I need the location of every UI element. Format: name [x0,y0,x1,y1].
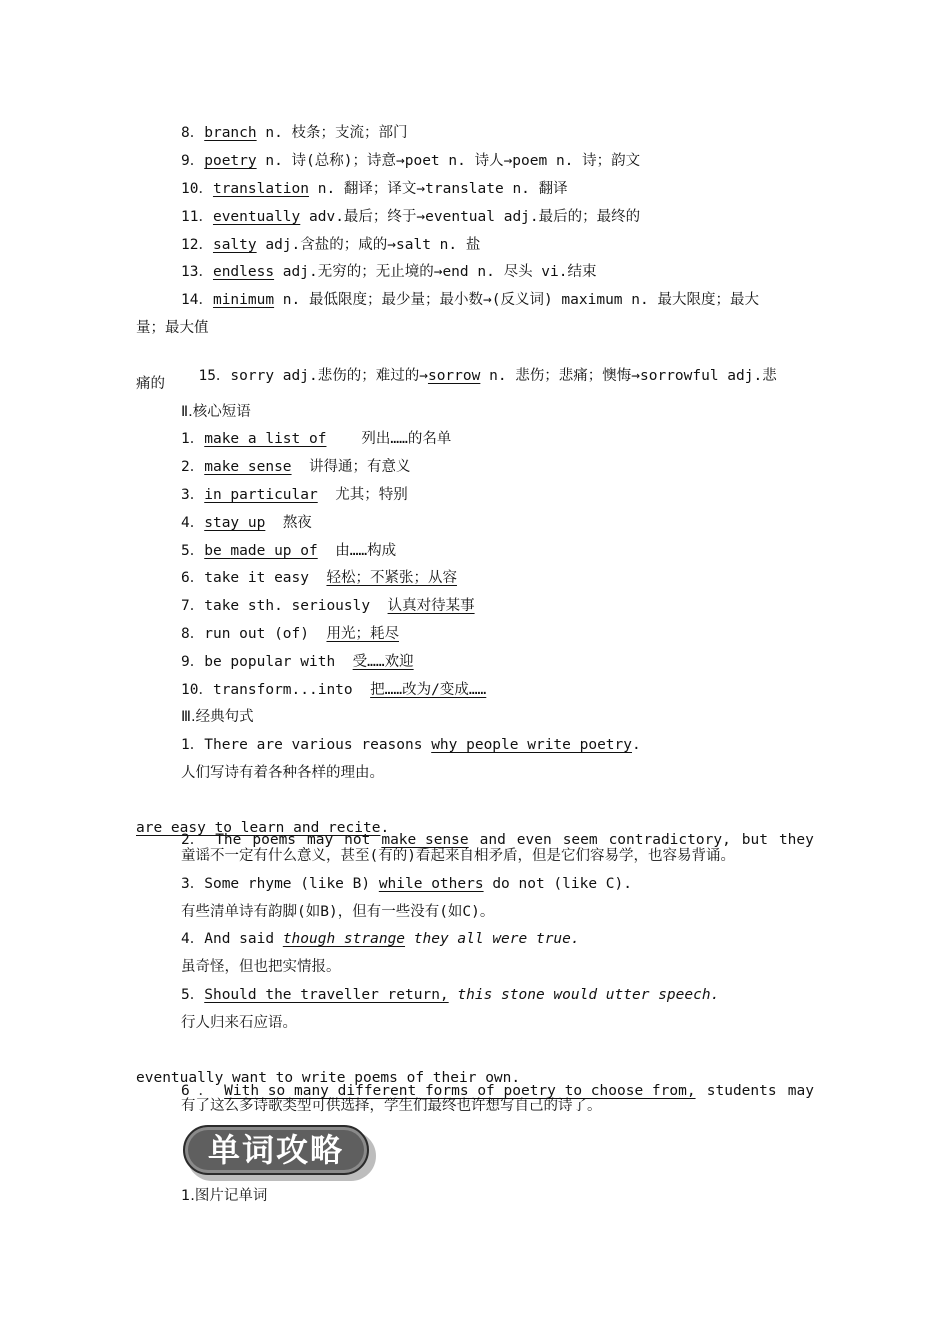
phrase-meaning: 熬夜 [282,515,312,531]
vocab-number: 14． [181,292,213,308]
phrase-english: take it easy [204,570,309,586]
s2-word: even [516,832,552,848]
phrase-item [181,485,950,505]
vocab-item [181,123,950,143]
phrase-english: in particular [204,487,318,503]
sentence-3-translation: 有些清单诗有韵脚(如B)，但有一些没有(如C)。 [181,904,495,920]
phrase-item [181,596,950,616]
s2-word: may [307,832,334,848]
vocab-number: 13． [181,264,213,280]
phrase-item [181,429,950,449]
sentence-2-translation: 童谣不一定有什么意义，甚至(有的)看起来自相矛盾，但是它们容易学，也容易背诵。 [181,848,735,864]
phrase-item [181,624,950,644]
s6-word-students: students [706,1083,777,1099]
s2-word: but [741,832,768,848]
s6-num: 6 ． [181,1083,213,1099]
sentence-1-translation: 人们写诗有着各种各样的理由。 [181,765,384,781]
phrase-item [181,680,950,700]
vocab-word: endless [212,264,275,280]
phrase-item [181,457,950,477]
phrase-number: 6． [181,570,205,586]
phrase-english: make sense [204,459,292,475]
s3-underlined: while others [378,876,484,892]
phrase-number: 2． [181,459,205,475]
s3-pre: 3．Some rhyme (like B) [181,876,379,892]
s2-word: seem [562,832,598,848]
s2-word: make sense [381,832,469,848]
vocab-word: branch [204,125,257,141]
vocab-item [181,179,950,199]
phrase-gap [335,654,352,670]
vocab-word: eventually [212,209,301,225]
s2-word: The [215,832,242,848]
phrase-meaning: 受……欢迎 [352,654,414,670]
vocab-definition: adv.最后；终于→eventual adj.最后的；最终的 [300,209,641,225]
vocab-item [181,207,950,227]
s2-post: . [380,820,390,836]
vocab-15-continuation: 痛的 [136,376,165,392]
phrase-gap [265,515,282,531]
sentence-1 [181,735,950,755]
vocab-word: minimum [212,292,275,308]
section-title-classic-sentences: Ⅲ.经典句式 [181,709,254,725]
phrase-item [181,568,950,588]
vocab-number: 9． [181,153,205,169]
s1-post: . [632,737,641,753]
phrase-english: take sth. seriously [204,598,371,614]
s2-word: poems [252,832,297,848]
sentence-5 [181,985,950,1005]
phrase-meaning: 把……改为/变成…… [370,682,487,698]
sentence-3 [181,874,950,894]
phrase-meaning: 用光；耗尽 [326,626,399,642]
vocab-definition: adj.含盐的；咸的→salt n. 盐 [256,237,481,253]
phrase-english: transform...into [212,682,353,698]
vocab-number: 12． [181,237,213,253]
vocab-word: salty [212,237,257,253]
section-banner [183,1125,378,1183]
sentence-4-translation: 虽奇怪，但也把实情报。 [181,959,341,975]
phrase-number: 9． [181,654,205,670]
phrase-number: 7． [181,598,205,614]
phrase-english: run out (of) [204,626,309,642]
phrase-gap [318,487,335,503]
phrase-meaning: 轻松；不紧张；从容 [326,570,457,586]
vocab-definition: n. 诗(总称)；诗意→poet n. 诗人→poem n. 诗；韵文 [256,153,641,169]
s5-pre: 5． [181,987,205,1003]
vocab-definition: adj.无穷的；无止境的→end n. 尽头 vi.结束 [274,264,597,280]
phrase-number: 10． [181,682,213,698]
s4-post: they all were true. [405,931,580,947]
phrase-gap [309,626,326,642]
phrase-number: 4． [181,515,205,531]
s1-underlined: why people write poetry [431,737,632,753]
s4-pre: 4．And said [181,931,283,947]
s2-underlined: are easy to learn and recite [136,820,381,836]
s5-post: this stone would utter speech. [448,987,720,1003]
phrase-item [181,541,950,561]
vocab-14-continuation: 量；最大值 [136,320,209,336]
vocab-number: 11． [181,209,213,225]
phrase-item [181,513,950,533]
phrase-gap [292,459,309,475]
vocab-item [181,262,950,282]
s5-underlined: Should the traveller return, [204,987,449,1003]
vocab-15-rest: n. 悲伤；悲痛；懊悔→sorrowful adj.悲 [480,368,777,384]
vocab-number: 8． [181,125,205,141]
phrase-gap [309,570,326,586]
phrase-gap [318,543,335,559]
vocab-item [181,290,950,310]
phrase-number: 1． [181,431,205,447]
phrase-number: 3． [181,487,205,503]
s2-word: contradictory, [608,832,731,848]
s6-word-may: may [787,1083,814,1099]
s2-word: they [778,832,814,848]
phrase-gap [370,598,387,614]
s2-word: not [344,832,371,848]
phrase-english: make a list of [204,431,327,447]
s3-post: do not (like C). [483,876,632,892]
vocab-15-word: sorrow [427,368,481,384]
phrase-english: be popular with [204,654,336,670]
s1-pre: 1．There are various reasons [181,737,432,753]
vocab-word: translation [212,181,309,197]
phrase-meaning: 尤其；特别 [335,487,408,503]
phrase-item [181,652,950,672]
sentence-4 [181,929,950,949]
s4-underlined: though strange [282,931,406,947]
phrase-number: 5． [181,543,205,559]
sentence-6-translation: 有了这么多诗歌类型可供选择，学生们最终也许想写自己的诗了。 [181,1098,602,1114]
phrase-english: be made up of [204,543,318,559]
picture-vocab-heading: 1.图片记单词 [181,1188,268,1204]
vocab-definition: n. 翻译；译文→translate n. 翻译 [309,181,568,197]
sentence-6-line-2: eventually want to write poems of their own. [136,1070,521,1086]
s2-word: 2． [181,832,205,848]
phrase-english: stay up [204,515,266,531]
phrase-meaning: 认真对待某事 [387,598,475,614]
section-title-core-phrases: Ⅱ.核心短语 [181,404,251,420]
phrase-meaning: 由……构成 [335,543,397,559]
vocab-item [181,151,950,171]
s2-word: and [479,832,506,848]
phrase-meaning: 列出……的名单 [361,431,452,447]
banner-title: 单词攻略 [207,1131,344,1169]
phrase-meaning: 讲得通；有意义 [309,459,411,475]
phrase-gap [353,682,370,698]
sentence-5-translation: 行人归来石应语。 [181,1015,297,1031]
vocab-15-prefix: 15．sorry adj.悲伤的；难过的→ [198,368,428,384]
vocab-definition: n. 枝条；支流；部门 [256,125,408,141]
vocab-item [181,235,950,255]
vocab-number: 10． [181,181,213,197]
sentence-2-line-2 [136,818,950,838]
vocab-word: poetry [204,153,257,169]
s6-underlined: With so many different forms of poetry to choose from, [224,1083,696,1099]
phrase-gap [326,431,361,447]
vocab-definition: n. 最低限度；最少量；最小数→(反义词) maximum n. 最大限度；最大 [274,292,759,308]
phrase-number: 8． [181,626,205,642]
